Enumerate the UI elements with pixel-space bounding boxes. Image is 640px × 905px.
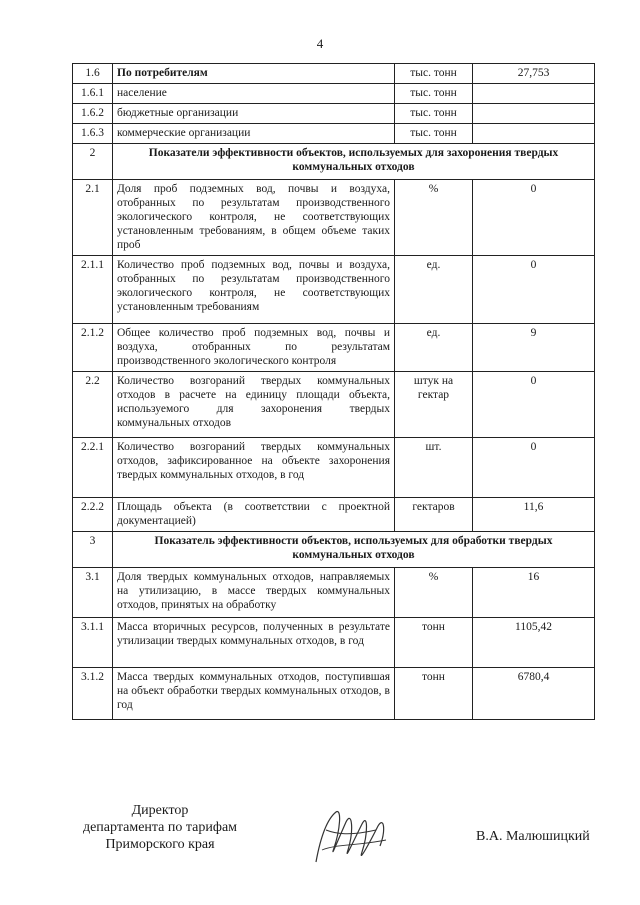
unit-of-measure: штук на гектар [395, 372, 473, 438]
row-number: 2 [73, 144, 113, 180]
indicator-value: 0 [473, 256, 595, 324]
indicator-name: Количество проб подземных вод, почвы и воздуха, отобранных по результатам производственного экологического контроля, не соответствующих установленным требованиям [113, 256, 395, 324]
table-row [73, 498, 595, 532]
indicator-value: 0 [473, 180, 595, 256]
section-title: Показатель эффективности объектов, используемых для обработки твердых коммунальных отходов [113, 532, 595, 568]
row-number: 3 [73, 532, 113, 568]
indicator-name: Доля проб подземных вод, почвы и воздуха, отобранных по результатам производственного экологического контроля, не соответствующих установленным требованиям, в общем объеме таких проб [113, 180, 395, 256]
indicator-name: Количество возгораний твердых коммунальных отходов в расчете на единицу площади объекта, используемого для захоронения твердых коммунальных отходов [113, 372, 395, 438]
row-number: 1.6.3 [73, 124, 113, 144]
indicator-value: 6780,4 [473, 668, 595, 720]
indicator-value: 16 [473, 568, 595, 618]
indicator-value [473, 124, 595, 144]
indicator-name: Общее количество проб подземных вод, почвы и воздуха, отобранных по результатам производственного экологического контроля [113, 324, 395, 372]
unit-of-measure: % [395, 180, 473, 256]
indicator-value [473, 84, 595, 104]
indicator-name: Площадь объекта (в соответствии с проектной документацией) [113, 498, 395, 532]
indicator-name: Масса вторичных ресурсов, полученных в результате утилизации твердых коммунальных отходов, в год [113, 618, 395, 668]
indicator-value: 11,6 [473, 498, 595, 532]
table-row [73, 180, 595, 256]
row-number: 2.2.1 [73, 438, 113, 498]
indicator-name: Доля твердых коммунальных отходов, направляемых на утилизацию, в массе твердых коммунальных отходов, принятых на обработку [113, 568, 395, 618]
signatory-title-line2: департамента по тарифам [82, 820, 238, 835]
unit-of-measure: тыс. тонн [395, 104, 473, 124]
unit-of-measure: тонн [395, 668, 473, 720]
signatory-title [60, 802, 260, 853]
indicator-value: 1105,42 [473, 618, 595, 668]
table-row [73, 256, 595, 324]
table-row [73, 618, 595, 668]
row-number: 3.1.2 [73, 668, 113, 720]
row-number: 1.6 [73, 64, 113, 84]
indicator-name: Масса твердых коммунальных отходов, поступившая на объект обработки твердых коммунальных отходов, в год [113, 668, 395, 720]
unit-of-measure: тонн [395, 618, 473, 668]
table-row [73, 568, 595, 618]
table-row [73, 84, 595, 104]
row-number: 2.2.2 [73, 498, 113, 532]
unit-of-measure: шт. [395, 438, 473, 498]
unit-of-measure: тыс. тонн [395, 64, 473, 84]
unit-of-measure: гектаров [395, 498, 473, 532]
table-body [73, 64, 595, 720]
indicator-value: 9 [473, 324, 595, 372]
unit-of-measure: ед. [395, 256, 473, 324]
section-header-row [73, 532, 595, 568]
unit-of-measure: тыс. тонн [395, 84, 473, 104]
row-number: 2.1 [73, 180, 113, 256]
row-number: 2.1.2 [73, 324, 113, 372]
table-row [73, 64, 595, 84]
indicator-value: 0 [473, 372, 595, 438]
section-header-row [73, 144, 595, 180]
row-number: 3.1 [73, 568, 113, 618]
signatory-title-line3: Приморского края [105, 837, 215, 852]
signatory-title-line1: Директор [131, 803, 189, 818]
indicator-value [473, 104, 595, 124]
indicator-name: коммерческие организации [113, 124, 395, 144]
indicator-name: население [113, 84, 395, 104]
indicator-name: Количество возгораний твердых коммунальных отходов, зафиксированное на объекте захоронения твердых коммунальных отходов, в год [113, 438, 395, 498]
row-number: 3.1.1 [73, 618, 113, 668]
indicator-name: По потребителям [113, 64, 395, 84]
indicators-table [72, 63, 595, 720]
unit-of-measure: ед. [395, 324, 473, 372]
unit-of-measure: тыс. тонн [395, 124, 473, 144]
row-number: 2.1.1 [73, 256, 113, 324]
table-row [73, 438, 595, 498]
row-number: 1.6.2 [73, 104, 113, 124]
row-number: 1.6.1 [73, 84, 113, 104]
row-number: 2.2 [73, 372, 113, 438]
page-number: 4 [316, 36, 324, 51]
indicator-name: бюджетные организации [113, 104, 395, 124]
table-row [73, 104, 595, 124]
handwritten-signature [306, 800, 396, 870]
indicator-value: 0 [473, 438, 595, 498]
table-row [73, 668, 595, 720]
table-row [73, 324, 595, 372]
unit-of-measure: % [395, 568, 473, 618]
signatory-name: В.А. Малюшицкий [476, 829, 590, 844]
indicator-value: 27,753 [473, 64, 595, 84]
table-row [73, 124, 595, 144]
section-title: Показатели эффективности объектов, используемых для захоронения твердых коммунальных отходов [113, 144, 595, 180]
table-row [73, 372, 595, 438]
